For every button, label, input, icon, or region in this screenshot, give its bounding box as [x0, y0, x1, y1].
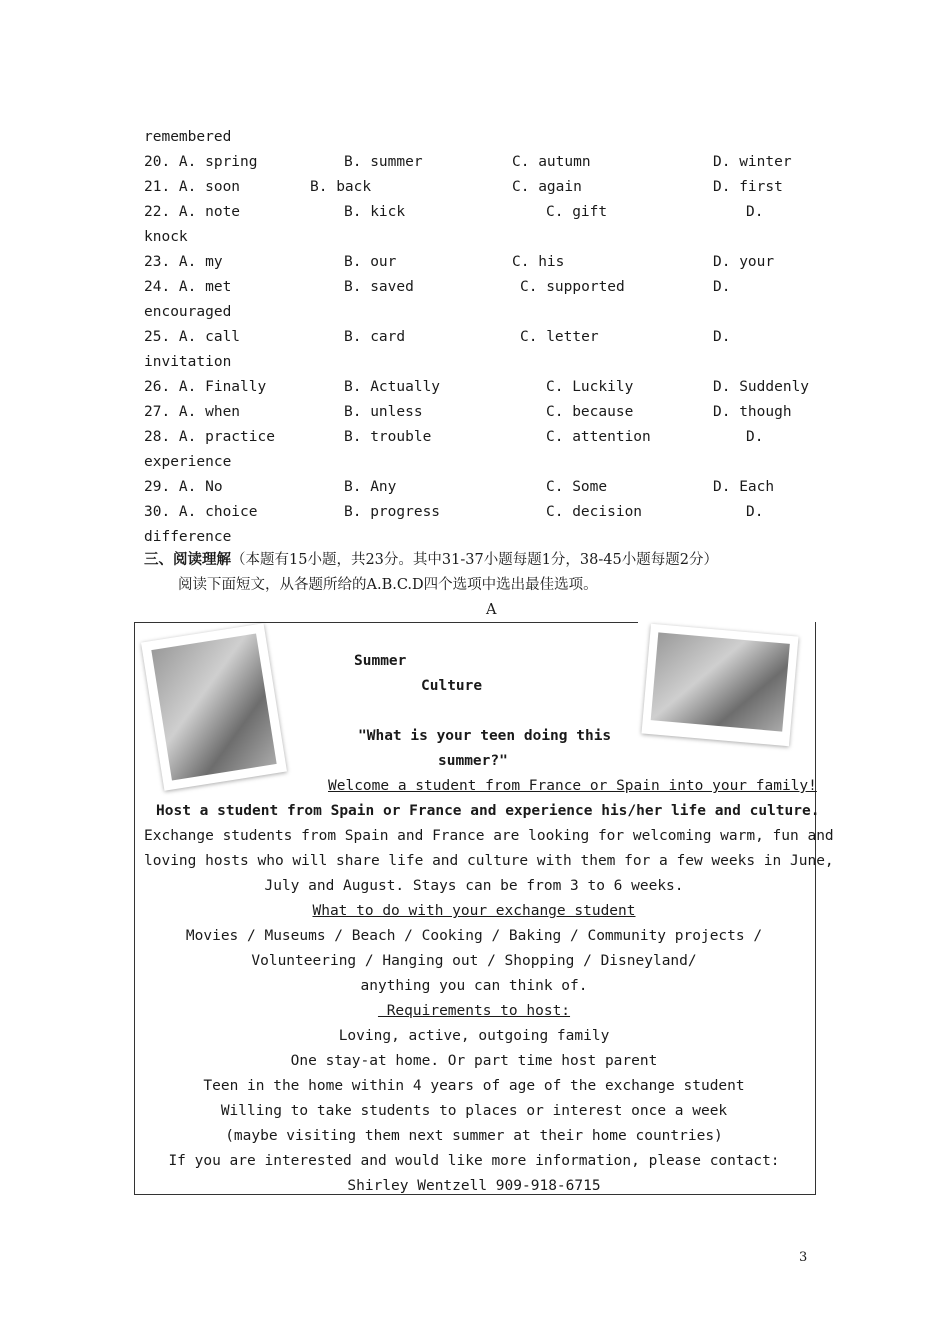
- question-22-option-c: C. gift: [546, 204, 608, 220]
- activities-line-3: anything you can think of.: [360, 978, 588, 994]
- ad-body-line-3: July and August. Stays can be from 3 to 6 weeks.: [264, 878, 684, 894]
- activities-line-1: Movies / Museums / Beach / Cooking / Baking / Community projects /: [185, 928, 763, 944]
- requirement-2: One stay-at home. Or part time host parent: [290, 1053, 658, 1069]
- activities-heading: What to do with your exchange student: [312, 903, 636, 919]
- question-26-option-b: B. Actually: [344, 379, 441, 395]
- question-21-option-c: C. again: [512, 179, 582, 195]
- family-photo: [141, 623, 287, 791]
- question-27-option-b: B. unless: [344, 404, 423, 420]
- question-20-option-c: C. autumn: [512, 154, 591, 170]
- question-28-option-d: D.: [746, 429, 764, 445]
- question-29-option-a: 29. A. No: [144, 479, 223, 495]
- question-30-option-c: C. decision: [546, 504, 643, 520]
- question-30-option-d: D.: [746, 504, 764, 520]
- question-22-wrapped-text: knock: [144, 229, 188, 245]
- question-23-option-c: C. his: [512, 254, 565, 270]
- ad-title-culture: Culture: [421, 678, 483, 694]
- question-20-option-a: 20. A. spring: [144, 154, 258, 170]
- question-24-option-b: B. saved: [344, 279, 414, 295]
- ad-question-line-1: "What is your teen doing this: [358, 728, 612, 744]
- question-29-option-b: B. Any: [344, 479, 397, 495]
- section-heading: [144, 551, 718, 569]
- question-25-wrapped-text: invitation: [144, 354, 232, 370]
- page-number: 3: [799, 1250, 808, 1265]
- question-28-option-b: B. trouble: [344, 429, 432, 445]
- question-22-option-a: 22. A. note: [144, 204, 241, 220]
- question-28-wrapped-text: experience: [144, 454, 232, 470]
- question-23-option-d: D. your: [713, 254, 775, 270]
- question-23-option-a: 23. A. my: [144, 254, 223, 270]
- question-25-option-b: B. card: [344, 329, 406, 345]
- question-21-option-b: B. back: [310, 179, 372, 195]
- ad-body-line-1: Exchange students from Spain and France are looking for welcoming warm, fun and: [144, 828, 834, 844]
- question-24-option-c: C. supported: [520, 279, 625, 295]
- question-26-option-a: 26. A. Finally: [144, 379, 267, 395]
- continued-word: remembered: [144, 129, 232, 145]
- requirement-3: Teen in the home within 4 years of age of the exchange student: [203, 1078, 745, 1094]
- requirements-heading: Requirements to host:: [377, 1003, 571, 1019]
- question-30-option-a: 30. A. choice: [144, 504, 258, 520]
- question-22-option-b: B. kick: [344, 204, 406, 220]
- requirement-4: Willing to take students to places or interest once a week: [220, 1103, 728, 1119]
- question-29-option-c: C. Some: [546, 479, 608, 495]
- group-photo: [641, 624, 798, 746]
- ad-body-line-2: loving hosts who will share life and culture with them for a few weeks in June,: [144, 853, 834, 869]
- question-22-option-d: D.: [746, 204, 764, 220]
- requirement-5: (maybe visiting them next summer at their home countries): [225, 1128, 723, 1144]
- contact-line-1: If you are interested and would like more information, please contact:: [168, 1153, 780, 1169]
- passage-label: A: [486, 602, 497, 618]
- ad-headline: Host a student from Spain or France and experience his/her life and culture.: [156, 803, 820, 819]
- question-27-option-a: 27. A. when: [144, 404, 241, 420]
- section-instruction: 阅读下面短文，从各题所给的A.B.C.D四个选项中选出最佳选项。: [178, 577, 598, 593]
- question-26-option-d: D. Suddenly: [713, 379, 810, 395]
- question-21-option-a: 21. A. soon: [144, 179, 241, 195]
- section-note: （本题有15小题，共23分。其中31-37小题每题1分，38-45小题每题2分）: [231, 552, 718, 568]
- question-20-option-d: D. winter: [713, 154, 792, 170]
- section-title: 三、阅读理解: [144, 551, 231, 568]
- question-20-option-b: B. summer: [344, 154, 423, 170]
- activities-line-2: Volunteering / Hanging out / Shopping / Disneyland/: [251, 953, 697, 969]
- question-28-option-a: 28. A. practice: [144, 429, 275, 445]
- question-27-option-c: C. because: [546, 404, 634, 420]
- question-25-option-d: D.: [713, 329, 731, 345]
- question-27-option-d: D. though: [713, 404, 792, 420]
- ad-question-line-2: summer?": [438, 753, 508, 769]
- contact-line-2: Shirley Wentzell 909-918-6715: [347, 1178, 601, 1194]
- question-26-option-c: C. Luckily: [546, 379, 634, 395]
- question-30-wrapped-text: difference: [144, 529, 232, 545]
- question-21-option-d: D. first: [713, 179, 783, 195]
- question-24-wrapped-text: encouraged: [144, 304, 232, 320]
- question-23-option-b: B. our: [344, 254, 397, 270]
- question-29-option-d: D. Each: [713, 479, 775, 495]
- question-30-option-b: B. progress: [344, 504, 441, 520]
- requirement-1: Loving, active, outgoing family: [338, 1028, 610, 1044]
- question-28-option-c: C. attention: [546, 429, 651, 445]
- question-24-option-d: D.: [713, 279, 731, 295]
- box-top-border: [134, 622, 638, 623]
- ad-title-summer: Summer: [354, 653, 407, 669]
- question-25-option-c: C. letter: [520, 329, 599, 345]
- ad-welcome-line: Welcome a student from France or Spain into your family!: [328, 778, 817, 794]
- question-24-option-a: 24. A. met: [144, 279, 232, 295]
- question-25-option-a: 25. A. call: [144, 329, 241, 345]
